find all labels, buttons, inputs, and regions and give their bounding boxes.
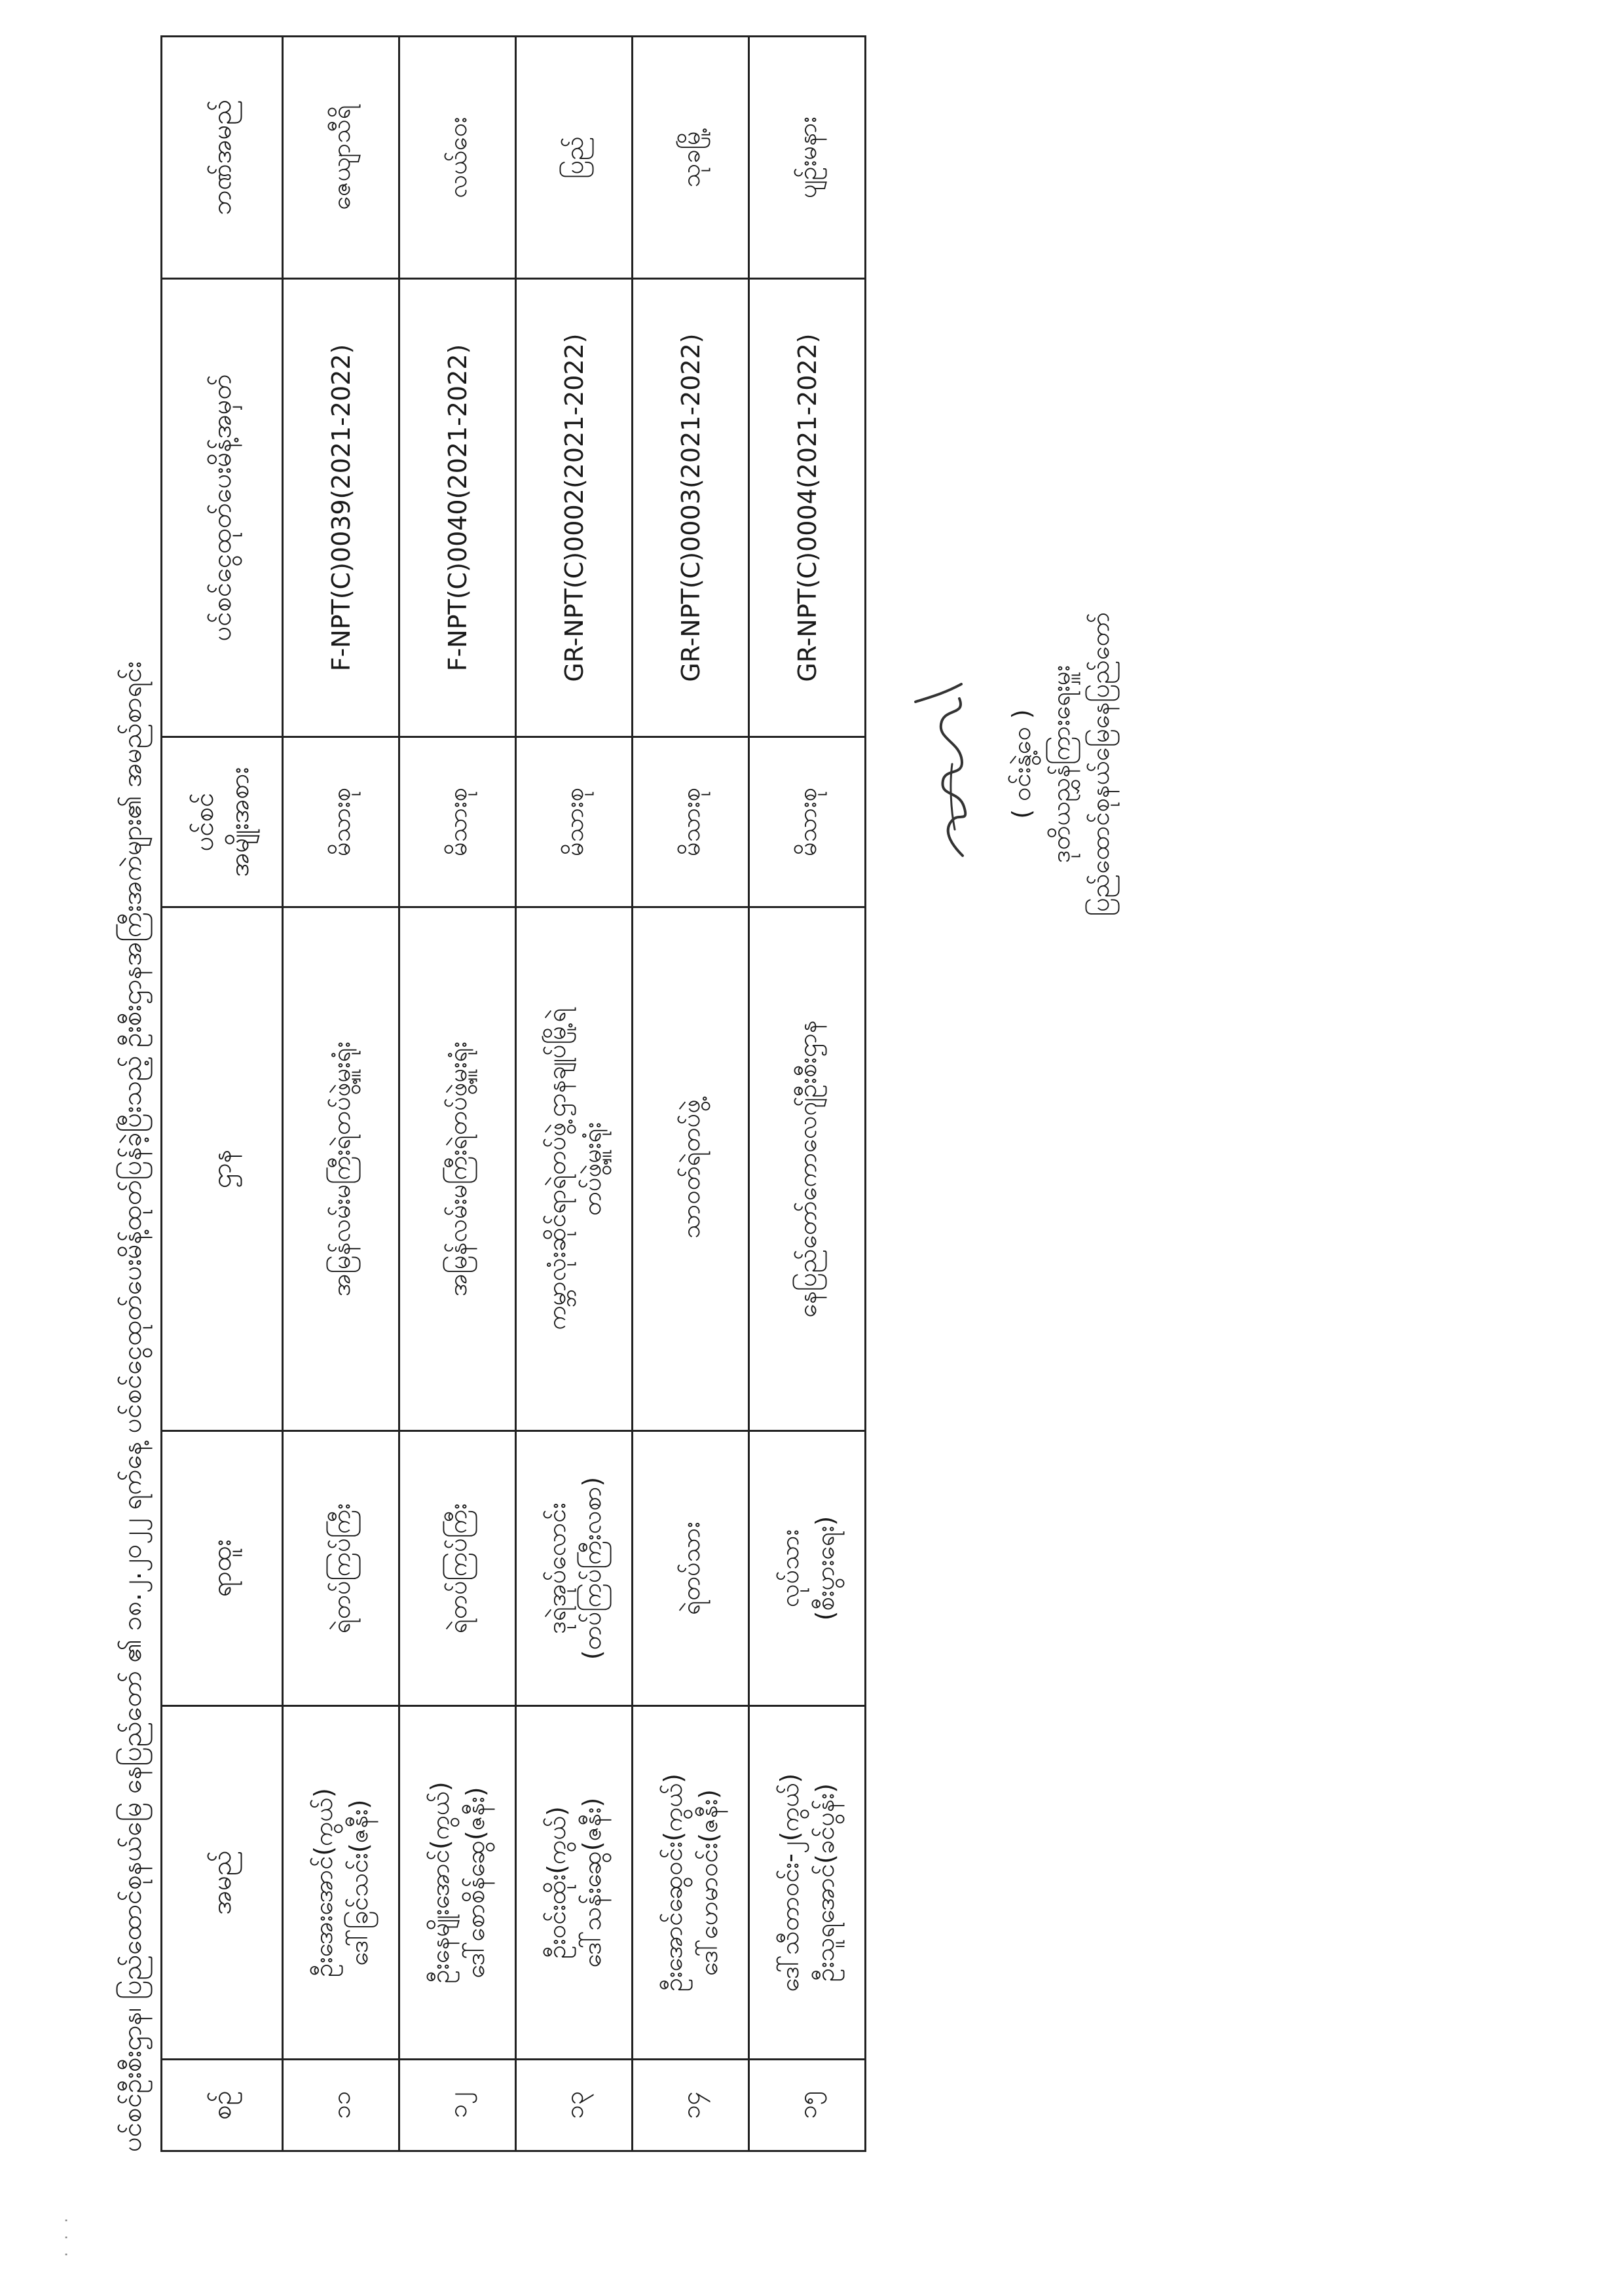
name-line: ဦးအောင်ဆွေဝင်း(ကွယ်) [658, 1773, 688, 1992]
table-row [516, 37, 633, 2151]
header-rank: ရာထူး [162, 1431, 283, 1706]
name-line: ဦးအေးအောင်(ကွယ်) [308, 1788, 338, 1977]
cell-order-no: GR-NPT(C)0003(2021-2022) [633, 279, 749, 737]
cell-department [399, 907, 516, 1431]
name-line: ဒေါ်ခြင်သင်း(ဇနီး) [344, 1799, 373, 1966]
cell-township: သုခမြို့ [633, 37, 749, 279]
pension-records-table [160, 35, 866, 2152]
rank-line: ရဲတပ်ကြပ်ကြီး [443, 1503, 472, 1633]
header-pension-type-line: ပင်စင် [189, 792, 219, 852]
cell-rank [399, 1431, 516, 1706]
name-line: ဦးနေမျိုးအောင်(ကွယ်) [425, 1781, 454, 1984]
name-line: ဒေါ်ဟေမာဝင်း(ဇနီး) [693, 1789, 723, 1976]
cell-pension-type: မိသားစု [283, 737, 399, 907]
cell-department [283, 907, 399, 1431]
cell-rank [749, 1431, 866, 1706]
cell-name [399, 1706, 516, 2060]
cell-township: ပျဉ်းမနား [749, 37, 866, 279]
rank-line: ရဲတပ်သား [676, 1522, 705, 1615]
department-line: အမြန်လမ်းမကြီးရဲတပ်ဖွဲ့မှူးရုံး [326, 1041, 356, 1297]
name-line: ဒေါ်သီတာဝင်း-၂(ကွယ်) [775, 1773, 804, 1992]
cell-pension-type: မိသားစု [633, 737, 749, 907]
header-name: အမည် [162, 1706, 283, 2060]
cell-department [516, 907, 633, 1431]
cell-order-no: F-NPT(C)0039(2021-2022) [283, 279, 399, 737]
table-row [399, 37, 516, 2151]
cell-rank [516, 1431, 633, 1706]
signature-block [904, 535, 1120, 993]
header-pension-type-line: အမျိုးအစား [225, 767, 255, 877]
cell-department [749, 907, 866, 1431]
department-line: ကမ္ဘာလုံးဆိုင်ရာရဲတပ်ဖွဲ့ဌာနချုပ်မြို့ရဲ [542, 1008, 571, 1330]
cell-name [516, 1706, 633, 2060]
cell-name [749, 1706, 866, 2060]
header-no: စဉ် [162, 2060, 283, 2151]
name-line: ဒေါ်သန်းဆွေ(ဇနီး) [577, 1797, 606, 1968]
cell-name [633, 1706, 749, 2060]
name-line: ဒေါ်စောစိန်ဆွေ(ဇနီး) [460, 1787, 490, 1978]
cell-name [283, 1706, 399, 2060]
rank-line: ရဲတပ်ကြပ်ကြီး [326, 1503, 356, 1633]
cell-order-no: GR-NPT(C)0002(2021-2022) [516, 279, 633, 737]
header-order-no: ပင်စင်ငွေထုတ်ပေးမိန့်အမှတ် [162, 279, 283, 737]
header-department: ဌာန [162, 907, 283, 1431]
header-pension-type [162, 737, 283, 907]
cell-department [633, 907, 749, 1431]
cell-township: ပြည် [516, 37, 633, 279]
handwritten-signature [904, 659, 989, 869]
cell-no: ၁၂ [399, 2060, 516, 2151]
department-line: သာဝတ်ရဲတပ်ဖွဲ့ [676, 1099, 705, 1239]
name-line: ဦးဝင်းထိုး(ကွယ်) [542, 1806, 571, 1959]
cell-order-no: F-NPT(C)0040(2021-2022) [399, 279, 516, 737]
scan-mark: · · · [59, 2214, 75, 2257]
cell-pension-type: မိသားစု [516, 737, 633, 907]
cell-no: ၁၁ [283, 2060, 399, 2151]
rank-line: ဒုရဲအုပ်လောင်း [542, 1503, 571, 1634]
cell-township: ဇေယျာသီရိ [283, 37, 399, 279]
department-line: နေပြည်တော်ကောလေဂျ်ဦးစီးဌာန [792, 1020, 822, 1318]
rank-line: (စီးပွားရေး) [810, 1516, 840, 1621]
document-title: ပင်စင်ဦးစီးဌာန၊ ပြည်ထောင်စုနယ်မြေ နေပြည်တော် ၏ ၁၈.၂.၂၀၂၂ ရက်နေ့ ပင်စင်ငွေထုတ်ပေးမိန့်ထုတ်ပြန်ခဲ့ပြီးသည့် ဦးစီးဌာနအကြီးအကဲများ၏ အမည်စာရင်း [117, 661, 147, 2152]
signatory-title: ဒုတိယညွှန်ကြားရေးမှူး [1046, 665, 1075, 864]
cell-township: လယ်ဝေး [399, 37, 516, 279]
name-line: ဦးသူရအောင်(ခင်ပွန်း) [810, 1783, 840, 1982]
signatory-name: ( ဝင်းနွဲ့ဝေ ) [1007, 709, 1036, 819]
department-line: အမြန်လမ်းမကြီးရဲတပ်ဖွဲ့မှူးရုံး [443, 1041, 472, 1297]
table-row [633, 37, 749, 2151]
signatory-office: ပြည်ထောင်စုနယ်မြေနေပြည်တော် [1086, 611, 1115, 917]
cell-rank [283, 1431, 399, 1706]
department-line: တပ်ဖွဲ့မှူးရုံး [577, 1121, 606, 1216]
cell-no: ၁၄ [633, 2060, 749, 2151]
header-township: ဘဏ်အမည် [162, 37, 283, 279]
table-row [749, 37, 866, 2151]
table-row [283, 37, 399, 2151]
cell-order-no: GR-NPT(C)0004(2021-2022) [749, 279, 866, 737]
cell-no: ၁၅ [749, 2060, 866, 2151]
rank-line: (တပ်ကြပ်ကြီးလစာ) [577, 1476, 606, 1660]
cell-no: ၁၃ [516, 2060, 633, 2151]
rank-line: လုပ်သား [775, 1529, 804, 1608]
table-header-row [162, 37, 283, 2151]
cell-pension-type: မိသားစု [399, 737, 516, 907]
cell-pension-type: မိသားစု [749, 737, 866, 907]
cell-rank [633, 1431, 749, 1706]
